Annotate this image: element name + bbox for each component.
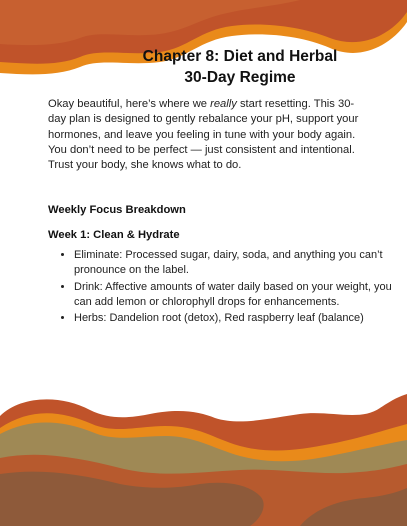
week-1-heading: Week 1: Clean & Hydrate [48, 229, 180, 241]
intro-text-end: start resetting. This 30-day plan is designed to gently rebalance your pH, support your hormones, and leave you feeling in tune with your body again. You don’t need to be perfect — just consistent and intentional. Trust your body, she knows what to do. [48, 98, 359, 172]
page-title-line-1: Chapter 8: Diet and Herbal [142, 48, 338, 65]
week-1-bullet-list [48, 248, 392, 327]
page-title [120, 46, 360, 88]
intro-text-start: Okay beautiful, here’s where we [48, 98, 211, 110]
page-title-line-2: 30-Day Regime [184, 69, 296, 86]
intro-emphasis: really [210, 98, 237, 110]
intro-paragraph [48, 97, 360, 173]
list-item-drink: • Drink: Affective amounts of water daily based on your weight, you can add lemon or chlorophyll drops for enhancements. [74, 280, 392, 311]
weekly-focus-heading: Weekly Focus Breakdown [48, 204, 186, 216]
list-item-herbs: • Herbs: Dandelion root (detox), Red raspberry leaf (balance) [74, 311, 392, 326]
list-item-eliminate: • Eliminate: Processed sugar, dairy, soda, and anything you can’t pronounce on the label. [74, 248, 392, 279]
bottom-wave-decoration [0, 388, 407, 526]
